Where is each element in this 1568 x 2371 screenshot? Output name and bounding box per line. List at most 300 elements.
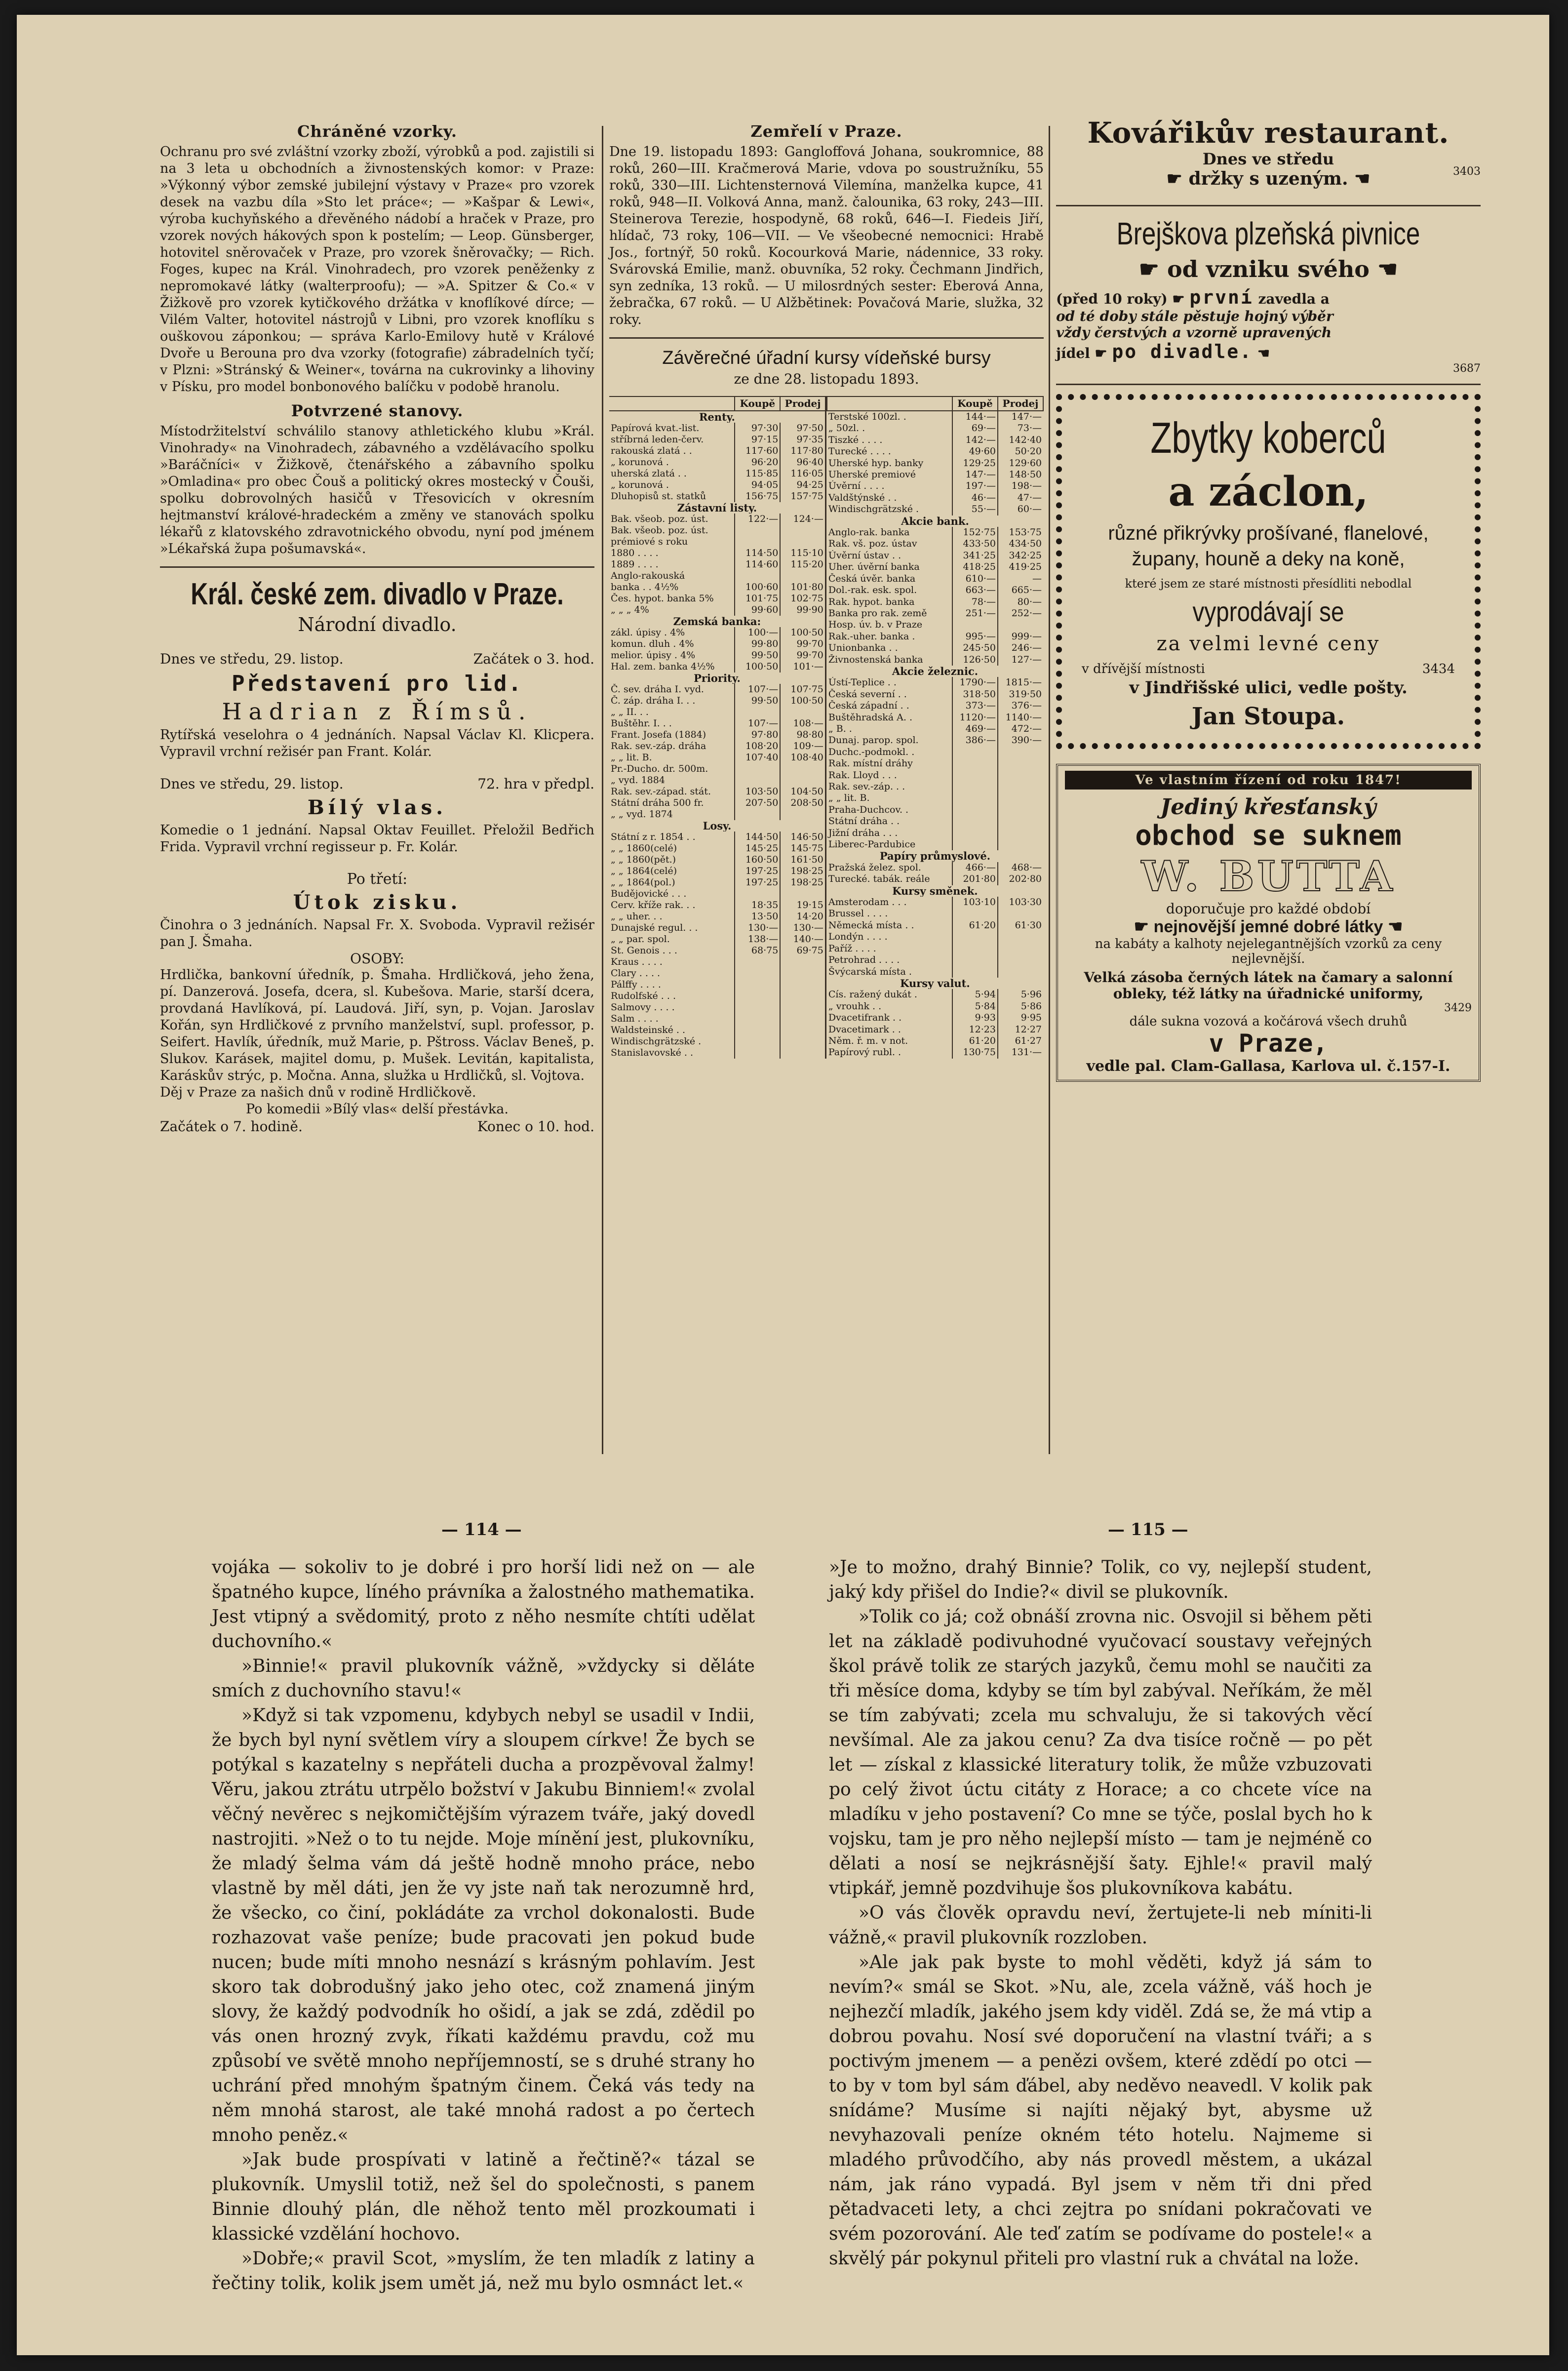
sell-price: 142·40 (998, 435, 1043, 446)
setting: Děj v Praze za našich dnů v rodině Hrdličkově. (160, 1085, 476, 1100)
table-row (609, 866, 825, 877)
table-row (827, 619, 1043, 631)
sell-price: 148·50 (998, 469, 1043, 480)
table-row (827, 954, 1043, 966)
table-row (827, 596, 1043, 608)
ad-brejska (1056, 215, 1481, 375)
table-row (827, 978, 1043, 989)
security-name: Turecké . . . . (828, 446, 891, 457)
pointing-hand-left-icon: ☚ (1369, 256, 1398, 282)
table-row (827, 943, 1043, 954)
buy-price (735, 956, 780, 968)
ad-butta-line8: dále sukna vozová a kočárová všech druhů (1129, 1014, 1408, 1029)
buy-price: 130·75 (952, 1047, 998, 1059)
buy-price: 130·— (735, 922, 780, 934)
buy-price: 114·60 (735, 559, 780, 570)
table-row (827, 770, 1043, 781)
table-row (827, 654, 1043, 666)
security-name: Státní dráha 500 fr. (611, 797, 704, 808)
buy-price: 94·05 (735, 479, 780, 491)
table-row (827, 480, 1043, 492)
story-paragraph: vojáka — sokoliv to je dobré i pro horší lidi než on — ale špatného kupce, líného právníka a žalostného mathematika. Jest vtipný a svědomitý, proto z něho nesmíte chtíti udělat duchovního.« (212, 1557, 755, 1652)
ad-brejska-first: první (1189, 286, 1254, 308)
table-row (827, 792, 1043, 804)
header-prodej: Prodej (998, 396, 1043, 411)
buy-price: 100·— (735, 627, 780, 638)
sell-price: 130·— (780, 922, 825, 934)
performance-2-header (160, 775, 594, 793)
table-row (827, 1035, 1043, 1047)
table-row (609, 922, 825, 934)
ad-kovarik-line3: držky s uzeným. (1188, 168, 1348, 189)
table-row (609, 525, 825, 536)
sell-price: 80·— (998, 596, 1043, 608)
bourse-table-left (609, 396, 826, 1059)
sell-price: 100·50 (780, 695, 825, 707)
security-name: Cerv. kříže rak. . . (611, 900, 696, 910)
buy-price (952, 966, 998, 978)
table-row (827, 573, 1043, 585)
sell-price: 115·10 (780, 548, 825, 559)
ad-butta-line7: Velká zásoba černých látek na čamary a salonní obleky, též látky na úřadnické uniformy, (1084, 969, 1453, 1002)
table-row (609, 638, 825, 650)
section-label: Papíry průmyslové. (879, 850, 991, 862)
security-name: „ „ 1864(celé) (611, 866, 677, 876)
sell-price: 12·27 (998, 1024, 1043, 1035)
buy-price: 68·75 (735, 945, 780, 956)
table-row (827, 781, 1043, 792)
security-name: Živnostenská banka (828, 654, 923, 665)
buy-price: 386·— (952, 735, 998, 746)
ad-butta-address: vedle pal. Clam-Gallasa, Karlova ul. č.157-I. (1086, 1058, 1450, 1075)
buy-price (952, 931, 998, 943)
ad-butta-band: Ve vlastním řízení od roku 1847! (1065, 771, 1472, 790)
buy-price: 96·20 (735, 457, 780, 468)
security-name: Budějovické . . . (611, 888, 687, 899)
table-row (609, 729, 825, 741)
header-kupe: Koupě (735, 396, 780, 411)
section-label: Priority. (694, 672, 741, 684)
buy-price (952, 770, 998, 781)
table-row (827, 1012, 1043, 1024)
security-name: banka . . 4½% (611, 582, 679, 593)
buy-price (735, 979, 780, 990)
sell-price: 19·15 (780, 900, 825, 911)
performance-1-start: Začátek o 3. hod. (473, 651, 594, 667)
buy-price: 13·50 (735, 911, 780, 922)
buy-price: 245·50 (952, 642, 998, 654)
table-row (609, 968, 825, 979)
header-prodej: Prodej (780, 396, 825, 411)
ad-butta-number: 3429 (1444, 1002, 1472, 1014)
story-paragraph: »Binnie!« pravil plukovník vážně, »vždycky si děláte smích z duchovního stavu!« (212, 1656, 755, 1701)
buy-price: 46·— (952, 492, 998, 504)
ad-kovarik (1056, 116, 1481, 196)
page-number-left: — 114 — (441, 1520, 522, 1540)
sell-price (780, 1002, 825, 1013)
buy-price (735, 1025, 780, 1036)
sell-price (998, 804, 1043, 816)
story-paragraph: »Když si tak vzpomenu, kdybych nebyl se usadil v Indii, že bych byl nyní světlem víry a sloupem církve! Že bych se potýkal s kazatelny s nepřáteli ducha a prozpěvoval žalmy! Věru, jakou ztrátu utrpělo božství v Jakubu Binniem!« zvolal věčný nevěrec s nejkomičtějším výrazem tváře, jaký dovedl nastrojiti. »Než o to tu nejde. Moje mínění jest, plukovníku, že mladý šelma vám dá ještě hodně mnoho práce, nebo vlastně by měl dáti, jen že vy jste naň tak nerozumně hrd, že všecko, co činí, pokládáte za vrchol dokonalosti. Bude rozhazovat vaše peníze; bude pracovati jen pokud bude nucen; bude míti mnoho nesnází s krásným pohlavím. Jest skoro tak dobrodušný jako jeho otec, což znamená jiným slovy, že každý podvodník ho ošidí, a jak se zdá, zdědil po vás onen hrozný zvyk, říkati každému pravdu, což mu způsobí ve světě mnoho nepříjemností, se s druhé strany ho uchrání před mnohým špatným činem. Čeká vás tedy na něm mnohá starost, ale také mnohá radost a po čertech mnoho peněz.« (212, 1705, 755, 2145)
buy-price: 101·75 (735, 593, 780, 604)
table-row (609, 741, 825, 752)
performance-3-play: Útok zisku. (293, 891, 462, 914)
buy-price: 69·— (952, 423, 998, 434)
buy-price: 97·80 (735, 729, 780, 741)
security-name: „ „ 1860(pět.) (611, 854, 676, 865)
buy-price (735, 968, 780, 979)
table-row (827, 666, 1043, 677)
sell-price: 99·90 (780, 604, 825, 616)
security-name: Č. záp. dráha I. . . (611, 695, 696, 706)
sell-price: 127·— (998, 654, 1043, 666)
security-name: rakouská zlatá . . (611, 445, 692, 456)
table-row (827, 885, 1043, 897)
table-row (609, 582, 825, 593)
security-name: Petrohrad . . . . (828, 954, 900, 966)
security-name: Uherské premiové (828, 469, 916, 480)
section-label: Zástavní listy. (677, 502, 757, 514)
divider (1056, 205, 1481, 206)
sell-price: 140·— (780, 934, 825, 945)
table-row (609, 843, 825, 854)
performance-1-desc: Rytířská veselohra o 4 jednáních. Napsal Václav Kl. Klicpera. Vypravil vrchní režisér pan Frant. Kolár. (160, 727, 594, 759)
table-row (827, 897, 1043, 908)
ad-brejska-line3: (před 10 roky) (1056, 291, 1168, 307)
buy-price: 1790·— (952, 677, 998, 688)
pointing-hand-icon: ☛ (1095, 345, 1112, 361)
table-row (609, 627, 825, 638)
sell-price: 145·75 (780, 843, 825, 854)
buy-price: 18·35 (735, 900, 780, 911)
buy-price: 1120·— (952, 712, 998, 723)
security-name: komun. dluh . 4% (611, 638, 694, 649)
buy-price (952, 619, 998, 631)
sell-price: 246·— (998, 642, 1043, 654)
buy-price: 5·94 (952, 989, 998, 1000)
table-row (827, 469, 1043, 480)
sell-price: 419·25 (998, 561, 1043, 573)
sell-price: 50·20 (998, 446, 1043, 457)
buy-price: 160·50 (735, 854, 780, 866)
security-name: Duchc.-podmokl. . (828, 746, 915, 757)
sell-price: 96·40 (780, 457, 825, 468)
sell-price (780, 1047, 825, 1059)
table-row (609, 945, 825, 956)
table-row (827, 850, 1043, 862)
sell-price: 101·— (780, 661, 825, 672)
table-row (609, 990, 825, 1002)
story-paragraph: »Ale jak pak byste to mohl věděti, když já sám to nevím?« smál se Skot. »Nu, ale, zcela vážně, váš hoch je nejhezčí mladík, jakého jsem kdy viděl. Zdá se, že má vtip a dobrou povahu. Nosí své doporučení na vlastní tváři; a s poctivým jmenem — a penězi ovšem, které zdědí po otci — to by v tom byl sám ďábel, aby neděvo neavedl. V kolik pak snídáme? Musíme si najíti nějaký byt, abysme už nevyhazovali peníze okném této hotelu. Najmeme si mladého průvodčího, aby nás provedl městem, a ukázal nám, jak ráno vypadá. Byl jsem v něm tři dni před pětadvaceti lety, a chci zejtra po snídani pokračovati ve svém pozorování. Ale teď zatím se podívame do postele!« a skvělý pár pokynul přiteli pro vlastní ruk a chvátal na lože. (829, 1952, 1372, 2269)
sell-price: 14·20 (780, 911, 825, 922)
security-name: Windischgrätzské . (611, 1036, 702, 1047)
table-row (827, 1047, 1043, 1059)
section-label: Kursy valut. (900, 977, 970, 989)
table-row (827, 700, 1043, 711)
sell-price (998, 758, 1043, 769)
buy-price (735, 763, 780, 775)
sell-price: 108·40 (780, 752, 825, 763)
sell-price (780, 956, 825, 968)
ad-brejska-line5: vždy čerstvých a vzorně upravených (1056, 324, 1332, 341)
sell-price: 153·75 (998, 527, 1043, 538)
security-name: Uher. úvěrní banka (828, 561, 920, 573)
buy-price (952, 943, 998, 954)
heading-kursy: Závěrečné úřadní kursy vídeňské bursy (662, 348, 991, 368)
security-name: Rak. sev.-záp. dráha (611, 741, 706, 751)
buy-price (952, 828, 998, 839)
security-name: Kraus . . . . (611, 956, 663, 967)
ad-butta-line2: obchod se suknem (1135, 820, 1402, 852)
table-row (827, 816, 1043, 827)
buy-price (952, 954, 998, 966)
table-row (827, 712, 1043, 723)
sell-price: 5·86 (998, 1001, 1043, 1012)
buy-price: 144·— (952, 411, 998, 423)
security-name: „ korunová . (611, 479, 669, 490)
table-row (609, 445, 825, 457)
section-label: Akcie železnic. (892, 665, 979, 677)
buy-price: 107·40 (735, 752, 780, 763)
sell-price (780, 1025, 825, 1036)
buy-price: 99·80 (735, 638, 780, 650)
performance-2-desc: Komedie o 1 jednání. Napsal Oktav Feuillet. Přeložil Bedřich Frida. Vypravil vrchní regisseur p. Fr. Kolár. (160, 823, 594, 855)
sell-price: — (998, 573, 1043, 585)
sell-price: 73·— (998, 423, 1043, 434)
ad-brejska-line2: od vzniku svého (1167, 256, 1370, 282)
pointing-hand-icon: ☛ (1138, 256, 1167, 282)
buy-price (735, 1013, 780, 1025)
security-name: Německá místa . . (828, 919, 914, 931)
sell-price (780, 525, 825, 536)
table-row (827, 758, 1043, 769)
sell-price: 124·— (780, 514, 825, 525)
buy-price (952, 816, 998, 827)
security-name: „ „ lit. B. (828, 792, 870, 804)
ad-stoupa-sale: vyprodávají se (1192, 596, 1344, 627)
table-row (827, 446, 1043, 457)
table-row (609, 820, 825, 831)
security-name: „ „ II. . . (611, 707, 649, 717)
sell-price: 47·— (998, 492, 1043, 504)
ad-stoupa-goods: různé přikrývky prošívané, flanelové, župany, houně a deky na koně, (1108, 522, 1429, 570)
buy-price: 466·— (952, 862, 998, 873)
intermission-note: Po komedii »Bílý vlas« delší přestávka. (246, 1102, 509, 1117)
table-row (827, 1024, 1043, 1035)
security-name: Švýcarská místa . (828, 966, 912, 977)
security-name: Hal. zem. banka 4½% (611, 661, 715, 672)
table-row (609, 831, 825, 843)
section-label: Renty. (699, 411, 735, 423)
table-row (827, 492, 1043, 504)
divider (609, 337, 1044, 339)
sell-price (998, 770, 1043, 781)
sell-price (998, 747, 1043, 758)
table-row (609, 502, 825, 514)
sell-price (998, 839, 1043, 850)
security-name: Salmovy . . . . (611, 1002, 675, 1013)
sell-price (780, 990, 825, 1002)
text-potvrzene: Místodržitelství schválilo stanovy athletického klubu »Král. Vinohrady« na Vinohradech, zábavného a vzdělávacího spolku »Baráčníci« v Žižkově, čtenářského a zábavního spolku »Omladina« pro obec Čouš a politický okres mostecký v Čouši, spolku dobrovolných hasičů v Třesovicích v okresním hejtmanství králové-hradeckém a změny ve stanovách spolku lékařů z klatovského zdravotnického obvodu, nyní pod jménem »Lékařská župa pošumavská«. (160, 424, 594, 556)
sell-price: 117·80 (780, 445, 825, 457)
security-name: Papírový rubl. . (828, 1047, 902, 1058)
buy-price: 122·— (735, 514, 780, 525)
table-row (609, 900, 825, 911)
security-name: Pr.-Ducho. dr. 500m. (611, 763, 708, 774)
security-name: Bak. všeob. poz. úst. (611, 514, 708, 524)
buy-price (952, 804, 998, 816)
buy-price (735, 707, 780, 718)
security-name: Rak. sev.-záp. . . (828, 781, 905, 792)
sell-price (780, 707, 825, 718)
pointing-hand-icon: ☛ (1134, 917, 1154, 936)
sell-price: 434·50 (998, 538, 1043, 550)
buy-price: 61·20 (952, 920, 998, 931)
sell-price (780, 979, 825, 990)
table-row (827, 504, 1043, 515)
sell-price (780, 888, 825, 900)
heading-potvrzene: Potvrzené stanovy. (291, 401, 464, 420)
table-row (609, 775, 825, 786)
table-row (609, 979, 825, 990)
table-row (827, 561, 1043, 573)
sell-price: 99·70 (780, 650, 825, 661)
table-row (609, 468, 825, 479)
buy-price: 610·— (952, 573, 998, 585)
table-row (609, 956, 825, 968)
sell-price (780, 1013, 825, 1025)
story-paragraph: »Jak bude prospívati v latině a řečtině?« tázal se plukovník. Umyslil totiž, než šel do společnosti, s panem Binnie dlouhý plán, dle něhož tento měl prozkoumati i klassické vzdělání hochovo. (212, 2150, 755, 2244)
security-name: Paříž . . . . (828, 943, 876, 954)
section-label: Kursy směnek. (892, 885, 978, 897)
ad-stoupa-note: které jsem ze staré místnosti přesídliti nebodlal (1125, 577, 1412, 591)
performance-1-date: Dnes ve středu, 29. listop. (160, 651, 344, 667)
ad-butta-line1: Jediný křesťanský (1160, 794, 1376, 820)
table-row (827, 527, 1043, 538)
cast-heading: OSOBY: (350, 950, 404, 967)
buy-price: 55·— (952, 504, 998, 515)
sell-price: 208·50 (780, 797, 825, 809)
table-row (609, 1025, 825, 1036)
security-name: Pražská želez. spol. (828, 862, 921, 873)
security-name: Turecké. tabák. reále (828, 873, 930, 885)
security-name: Valdštýnské . . (828, 492, 897, 503)
sell-price: 131·— (998, 1047, 1043, 1059)
buy-price: 197·25 (735, 877, 780, 888)
ad-brejska-after-theatre: po divadle. (1112, 341, 1253, 362)
security-name: Dluhopisů st. statků (611, 491, 706, 502)
performance-2-play: Bílý vlas. (307, 796, 447, 819)
bourse-table-right (826, 396, 1044, 1059)
buy-price: 433·50 (952, 538, 998, 550)
sell-price: 98·80 (780, 729, 825, 741)
performance-1-header (160, 650, 594, 668)
section-label: Akcie bank. (901, 515, 969, 527)
security-name: „ „ 1860(celé) (611, 843, 677, 854)
sell-price: 109·— (780, 741, 825, 752)
pointing-hand-left-icon: ☚ (1383, 917, 1403, 936)
text-zemreli: Dne 19. listopadu 1893: Gangloffová Johana, soukromnice, 88 roků, 260—III. Kračmerová Marie, vdova po soustružníku, 55 roků, 330—III. Lichtensternová Vilemína, manželka kupce, 41 roků, 948—II. Volková Anna, manž. čalounika, 63 roky, 243—III. Steinerova Terezie, hospodyně, 68 roků, 646—I. Fiedeis Jiří, hlídač, 73 roky, 106—VII. — Ve všeobecné nemocnici: Hrabě Jos., fortnýř, 50 roků. Kocourková Marie, nádennice, 33 roky. Svárovská Emilie, manž. obuvníka, 52 roky. Čechmann Jindřich, syn zedníka, 13 roků. — U milosrdných sester: Eberová Anna, žebračka, 67 roků. — U Alžbětinek: Povačová Marie, služka, 32 roky. (609, 144, 1044, 327)
security-name: Ústí-Teplice . . (828, 677, 897, 688)
table-row (609, 411, 825, 423)
sell-price: 468·— (998, 862, 1043, 873)
performance-2-date: Dnes ve středu, 29. listop. (160, 776, 344, 792)
sell-price: 101·80 (780, 582, 825, 593)
story-paragraph: »O vás člověk opravdu neví, žertujete-li neb míniti-li vážně,« pravil plukovník rozzloben. (829, 1903, 1372, 1948)
table-row (609, 423, 825, 434)
security-name: Salm . . . . (611, 1013, 659, 1024)
security-name: Hosp. úv. b. v Praze (828, 619, 923, 631)
buy-price: 108·20 (735, 741, 780, 752)
table-row (609, 1013, 825, 1025)
sell-price: 61·27 (998, 1035, 1043, 1047)
table-row (609, 888, 825, 900)
end-time: Konec o 10. hod. (477, 1118, 594, 1135)
security-name: Něm. ř. m. v not. (828, 1035, 908, 1046)
table-row (827, 435, 1043, 446)
table-row (609, 1002, 825, 1013)
table-row (609, 650, 825, 661)
security-name: Papírová kvat.-list. (611, 423, 700, 434)
section-label: Losy. (703, 820, 732, 831)
ad-butta-line5: nejnovější jemné dobré látky (1153, 917, 1383, 936)
security-name: Frant. Josefa (1884) (611, 729, 706, 740)
security-name: Bak. všeob. poz. úst. (611, 525, 708, 536)
buy-price: 99·50 (735, 650, 780, 661)
security-name: Uherské hyp. banky (828, 457, 924, 469)
sell-price: 1140·— (998, 712, 1043, 723)
buy-price: 142·— (952, 435, 998, 446)
table-row (609, 752, 825, 763)
sell-price (998, 943, 1043, 954)
performance-3-intro: Po třetí: (347, 870, 408, 888)
buy-price: 995·— (952, 631, 998, 642)
column-rule (1049, 126, 1050, 1454)
table-row (609, 718, 825, 729)
column-middle (609, 116, 1044, 1059)
security-name: Tiszké . . . . (828, 434, 883, 445)
table-row (609, 604, 825, 616)
table-row (609, 809, 825, 820)
column-left (160, 116, 594, 1136)
ad-stoupa-subtitle: a záclon, (1168, 468, 1369, 515)
security-name: Stanislavovské . . (611, 1047, 694, 1058)
sell-price (780, 763, 825, 775)
pointing-hand-left-icon: ☚ (1348, 168, 1371, 189)
sell-price: 390·— (998, 735, 1043, 746)
table-row (827, 689, 1043, 700)
table-row (609, 695, 825, 707)
security-name: Č. sev. dráha I. vyd. (611, 684, 704, 695)
column-rule (602, 126, 603, 1454)
security-name: Rudolfské . . . (611, 990, 676, 1001)
buy-price (735, 1002, 780, 1013)
sell-price: 999·— (998, 631, 1043, 642)
security-name: 1880 . . . . (611, 548, 659, 558)
sell-price (998, 619, 1043, 631)
ad-brejska-line3c: zavedla a (1258, 291, 1330, 307)
theatre-subtitle: Národní divadlo. (298, 614, 457, 635)
security-name: Cís. ražený dukát . (828, 989, 917, 1000)
sell-price: 252·— (998, 608, 1043, 619)
security-name: Státní dráha . . (828, 816, 900, 827)
security-name: „ „ uher. . . (611, 911, 663, 922)
table-row (827, 873, 1043, 885)
security-name: Clary . . . . (611, 968, 661, 979)
heading-zemreli: Zemřelí v Praze. (750, 122, 902, 141)
table-row (609, 616, 825, 627)
sell-price: 107·75 (780, 684, 825, 695)
